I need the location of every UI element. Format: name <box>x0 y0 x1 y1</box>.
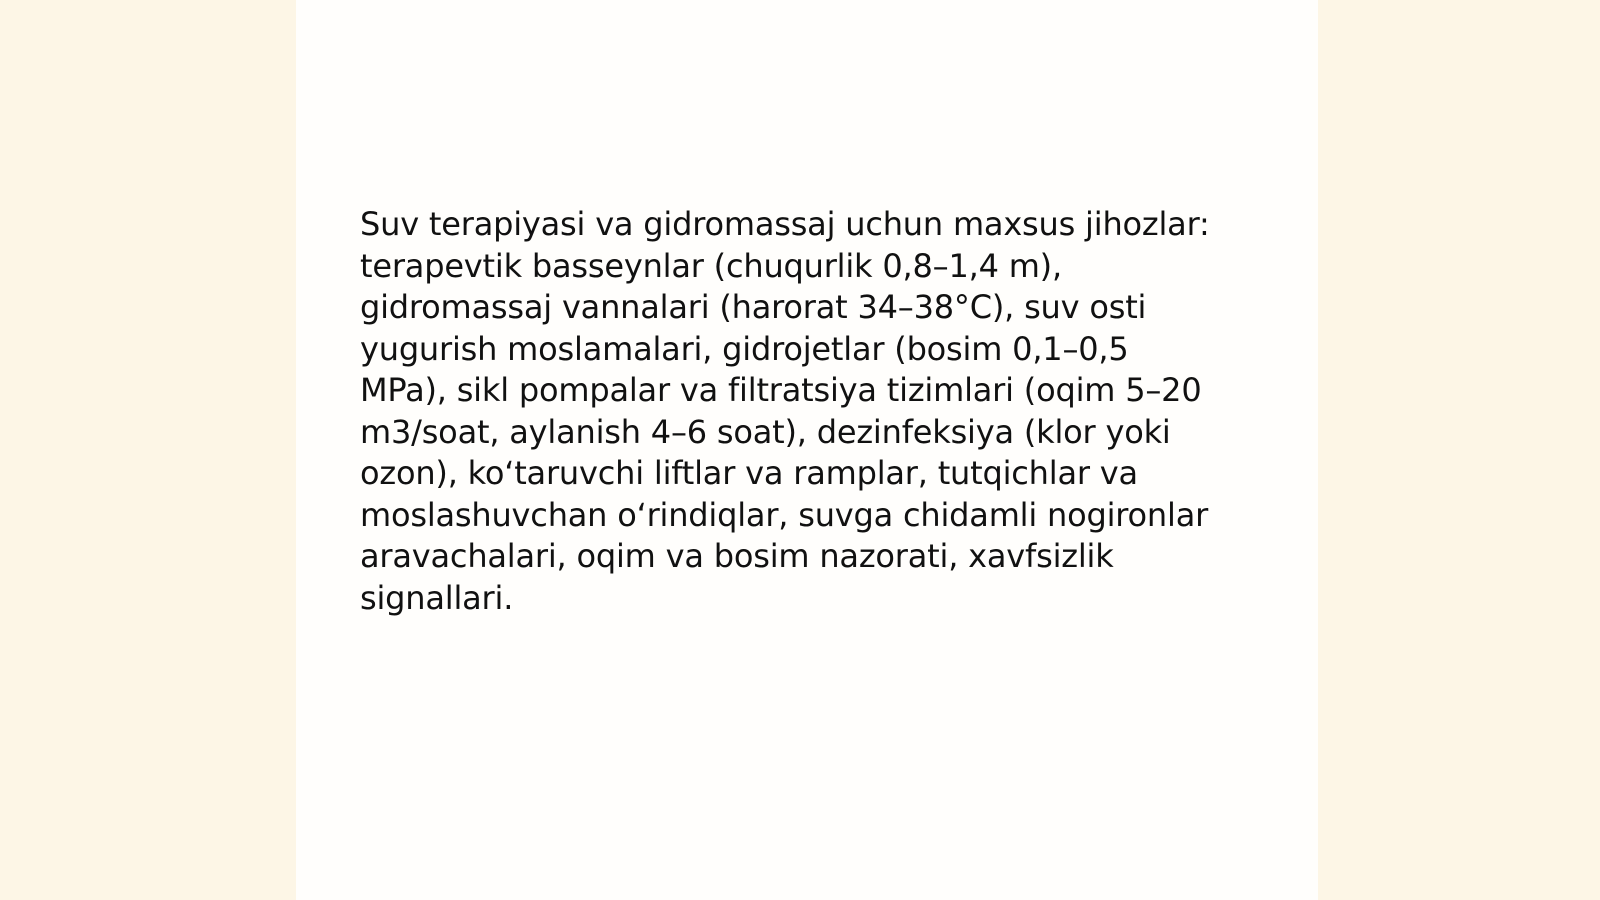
paragraph-line: aravachalari, oqim va bosim nazorati, xavfsizlik <box>360 537 1114 575</box>
paragraph-line: m3/soat, aylanish 4–6 soat), dezinfeksiya (klor yoki <box>360 412 1171 451</box>
paragraph-line: yugurish moslamalari, gidrojetlar (bosim 0,1–0,5 <box>360 329 1129 368</box>
document-page <box>296 0 1318 900</box>
paragraph-line: signallari. <box>360 578 514 617</box>
paragraph-line: MPa), sikl pompalar va filtratsiya tizimlari (oqim 5–20 <box>360 371 1202 409</box>
paragraph-line: gidromassaj vannalari (harorat 34–38°C), suv osti <box>360 288 1147 326</box>
paragraph-line: terapevtik basseynlar (chuqurlik 0,8–1,4 m), <box>360 246 1062 285</box>
paragraph-line: ozon), koʻtaruvchi liftlar va ramplar, tutqichlar va <box>360 454 1138 492</box>
paragraph-line: Suv terapiyasi va gidromassaj uchun maxsus jihozlar: <box>360 205 1210 243</box>
paragraph-line: moslashuvchan oʻrindiqlar, suvga chidamli nogironlar <box>360 495 1209 534</box>
body-paragraph <box>360 204 1240 619</box>
